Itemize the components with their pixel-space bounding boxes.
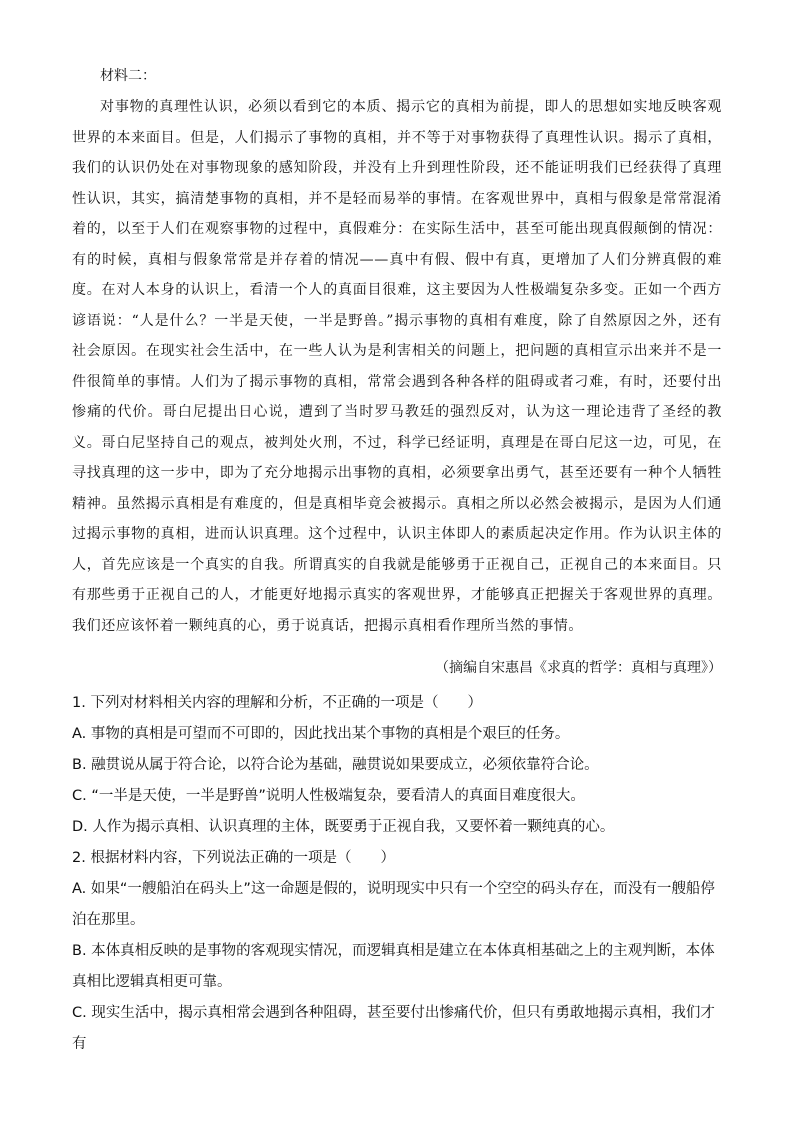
- question-2-option-b: B. 本体真相反映的是事物的客观现实情况，而逻辑真相是建立在本体真相基础之上的主观判断，本体真相比逻辑真相更可靠。: [72, 943, 715, 990]
- question-1: [72, 688, 722, 843]
- source-citation: （摘编自宋惠昌《求真的哲学：真相与真理》）: [435, 660, 722, 676]
- question-2-stem: 2. 根据材料内容，下列说法正确的一项是（ ）: [72, 850, 395, 866]
- question-2: [72, 843, 722, 1060]
- question-1-option-a: A. 事物的真相是可望而不可即的，因此找出某个事物的真相是个艰巨的任务。: [72, 726, 570, 742]
- question-1-option-b: B. 融贯说从属于符合论，以符合论为基础，融贯说如果要成立，必须依靠符合论。: [72, 757, 599, 773]
- question-2-option-c: C. 现实生活中，揭示真相常会遇到各种阻碍，甚至要付出惨痛代价，但只有勇敢地揭示真相，我们才有: [72, 1005, 715, 1052]
- question-1-stem: 1. 下列对材料相关内容的理解和分析，不正确的一项是（ ）: [72, 695, 482, 711]
- question-2-option-a: A. 如果“一艘船泊在码头上”这一命题是假的，说明现实中只有一个空空的码头存在，而没有一艘船停泊在那里。: [72, 881, 715, 928]
- material-paragraph: 对事物的真理性认识，必须以看到它的本质、揭示它的真相为前提，即人的思想如实地反映客观世界的本来面目。但是，人们揭示了事物的真相，并不等于对事物获得了真理性认识。揭示了真相，我们的认识仍处在对事物现象的感知阶段，并没有上升到理性阶段，还不能证明我们已经获得了真理性认识，其实，搞清楚事物的真相，并不是轻而易举的事情。在客观世界中，真相与假象是常常混淆着的，以至于人们在观察事物的过程中，真假难分：在实际生活中，甚至可能出现真假颠倒的情况：有的时候，真相与假象常常是并存着的情况——真中有假、假中有真，更增加了人们分辨真假的难度。在对人本身的认识上，看清一个人的真面目很难，这主要因为人性极端复杂多变。正如一个西方谚语说：“人是什么？一半是天使，一半是野兽。”揭示事物的真相有难度，除了自然原因之外，还有社会原因。在现实社会生活中，在一些人认为是利害相关的问题上，把问题的真相宣示出来并不是一件很简单的事情。人们为了揭示事物的真相，常常会遇到各种各样的阻碍或者刁难，有时，还要付出惨痛的代价。哥白尼提出日心说，遭到了当时罗马教廷的强烈反对，认为这一理论违背了圣经的教义。哥白尼坚持自己的观点，被判处火刑，不过，科学已经证明，真理是在哥白尼这一边，可见，在寻找真理的这一步中，即为了充分地揭示出事物的真相，必须要拿出勇气，甚至还要有一种个人牺牲精神。虽然揭示真相是有难度的，但是真相毕竟会被揭示。真相之所以必然会被揭示，是因为人们通过揭示事物的真相，进而认识真理。这个过程中，认识主体即人的素质起决定作用。作为认识主体的人，首先应该是一个真实的自我。所谓真实的自我就是能够勇于正视自己，正视自己的本来面目。只有那些勇于正视自己的人，才能更好地揭示真实的客观世界，才能够真正把握关于客观世界的真理。我们还应该怀着一颗纯真的心，勇于说真话，把揭示真相看作理所当然的事情。: [72, 99, 722, 634]
- material-heading: 材料二：: [100, 68, 156, 84]
- question-1-option-d: D. 人作为揭示真相、认识真理的主体，既要勇于正视自我，又要怀着一颗纯真的心。: [72, 819, 615, 835]
- question-1-option-c: C. “一半是天使，一半是野兽”说明人性极端复杂，要看清人的真面目难度很大。: [72, 788, 585, 804]
